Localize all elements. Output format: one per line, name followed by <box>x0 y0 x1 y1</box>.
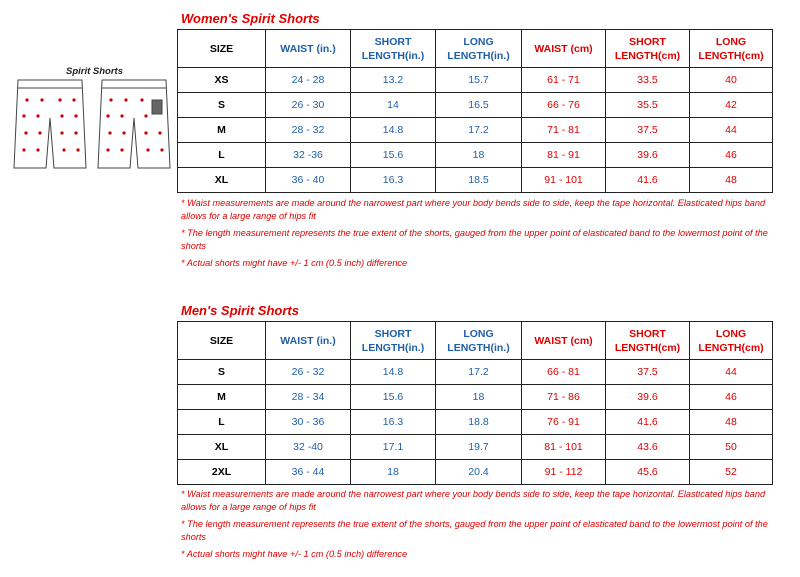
women-size-table <box>177 29 773 193</box>
short-cm-cell: 41.6 <box>606 410 690 435</box>
note-difference: * Actual shorts might have +/- 1 cm (0.5 inch) difference <box>181 549 408 559</box>
table-row <box>178 410 773 435</box>
note-length: * The length measurement represents the true extent of the shorts, gauged from the upper point of elasticated band to the lowermost point of the shorts <box>181 228 768 251</box>
long-in-cell: 18.8 <box>436 410 522 435</box>
waist-cm-cell: 91 - 112 <box>522 460 606 485</box>
header-size: SIZE <box>178 322 266 360</box>
size-cell: M <box>178 118 266 143</box>
waist-cm-cell: 61 - 71 <box>522 68 606 93</box>
short-in-cell: 17.1 <box>351 435 436 460</box>
size-cell: M <box>178 385 266 410</box>
short-cm-cell: 37.5 <box>606 360 690 385</box>
table-row <box>178 385 773 410</box>
men-notes <box>181 488 781 566</box>
short-cm-cell: 39.6 <box>606 385 690 410</box>
long-in-cell: 17.2 <box>436 360 522 385</box>
table-row <box>178 168 773 193</box>
size-cell: S <box>178 360 266 385</box>
size-cell: S <box>178 93 266 118</box>
waist-in-cell: 36 - 40 <box>266 168 351 193</box>
table-row <box>178 435 773 460</box>
header-waist-in: WAIST (in.) <box>266 322 351 360</box>
long-in-cell: 16.5 <box>436 93 522 118</box>
long-cm-cell: 50 <box>690 435 773 460</box>
short-in-cell: 14.8 <box>351 360 436 385</box>
short-in-cell: 18 <box>351 460 436 485</box>
waist-in-cell: 26 - 32 <box>266 360 351 385</box>
header-long-length-cm: LONG LENGTH(cm) <box>690 30 773 68</box>
header-long-length-in: LONG LENGTH(in.) <box>436 30 522 68</box>
table-header-row <box>178 30 773 68</box>
long-in-cell: 18 <box>436 385 522 410</box>
short-in-cell: 14.8 <box>351 118 436 143</box>
long-cm-cell: 52 <box>690 460 773 485</box>
size-cell: 2XL <box>178 460 266 485</box>
waist-cm-cell: 76 - 91 <box>522 410 606 435</box>
header-short-length-cm: SHORT LENGTH(cm) <box>606 30 690 68</box>
short-in-cell: 15.6 <box>351 143 436 168</box>
header-waist-in: WAIST (in.) <box>266 30 351 68</box>
header-size: SIZE <box>178 30 266 68</box>
short-cm-cell: 37.5 <box>606 118 690 143</box>
short-in-cell: 16.3 <box>351 168 436 193</box>
short-cm-cell: 33.5 <box>606 68 690 93</box>
waist-in-cell: 28 - 32 <box>266 118 351 143</box>
header-short-length-cm: SHORT LENGTH(cm) <box>606 322 690 360</box>
short-cm-cell: 41.6 <box>606 168 690 193</box>
table-row <box>178 460 773 485</box>
table-row <box>178 143 773 168</box>
header-long-length-in: LONG LENGTH(in.) <box>436 322 522 360</box>
men-title: Men's Spirit Shorts <box>181 303 299 318</box>
women-notes <box>181 197 781 275</box>
size-cell: XL <box>178 168 266 193</box>
long-cm-cell: 44 <box>690 360 773 385</box>
waist-in-cell: 26 - 30 <box>266 93 351 118</box>
long-cm-cell: 46 <box>690 385 773 410</box>
shorts-illustration-icon <box>12 78 172 190</box>
note-length: * The length measurement represents the true extent of the shorts, gauged from the upper point of elasticated band to the lowermost point of the shorts <box>181 519 768 542</box>
size-cell: L <box>178 410 266 435</box>
short-cm-cell: 45.6 <box>606 460 690 485</box>
short-cm-cell: 35.5 <box>606 93 690 118</box>
note-difference: * Actual shorts might have +/- 1 cm (0.5 inch) difference <box>181 258 408 268</box>
short-in-cell: 16.3 <box>351 410 436 435</box>
waist-in-cell: 36 - 44 <box>266 460 351 485</box>
waist-cm-cell: 81 - 91 <box>522 143 606 168</box>
header-waist-cm: WAIST (cm) <box>522 322 606 360</box>
size-cell: L <box>178 143 266 168</box>
table-row <box>178 118 773 143</box>
waist-cm-cell: 71 - 81 <box>522 118 606 143</box>
header-short-length-in: SHORT LENGTH(in.) <box>351 322 436 360</box>
size-cell: XL <box>178 435 266 460</box>
header-short-length-in: SHORT LENGTH(in.) <box>351 30 436 68</box>
size-cell: XS <box>178 68 266 93</box>
long-in-cell: 15.7 <box>436 68 522 93</box>
illustration-label: Spirit Shorts <box>66 66 124 77</box>
waist-cm-cell: 66 - 76 <box>522 93 606 118</box>
long-cm-cell: 48 <box>690 410 773 435</box>
long-cm-cell: 42 <box>690 93 773 118</box>
long-cm-cell: 46 <box>690 143 773 168</box>
waist-cm-cell: 71 - 86 <box>522 385 606 410</box>
long-cm-cell: 48 <box>690 168 773 193</box>
waist-in-cell: 28 - 34 <box>266 385 351 410</box>
table-row <box>178 360 773 385</box>
table-row <box>178 93 773 118</box>
short-in-cell: 13.2 <box>351 68 436 93</box>
short-cm-cell: 39.6 <box>606 143 690 168</box>
waist-in-cell: 30 - 36 <box>266 410 351 435</box>
long-in-cell: 18.5 <box>436 168 522 193</box>
long-in-cell: 18 <box>436 143 522 168</box>
long-in-cell: 17.2 <box>436 118 522 143</box>
long-cm-cell: 44 <box>690 118 773 143</box>
table-header-row <box>178 322 773 360</box>
waist-cm-cell: 81 - 101 <box>522 435 606 460</box>
men-size-table <box>177 321 773 485</box>
waist-in-cell: 24 - 28 <box>266 68 351 93</box>
note-waist: * Waist measurements are made around the narrowest part where your body bends side to side, keep the tape horizontal. Elasticated hips band allows for a large range of hips fit <box>181 198 766 221</box>
waist-cm-cell: 91 - 101 <box>522 168 606 193</box>
short-in-cell: 14 <box>351 93 436 118</box>
short-cm-cell: 43.6 <box>606 435 690 460</box>
women-title: Women's Spirit Shorts <box>181 11 320 26</box>
header-waist-cm: WAIST (cm) <box>522 30 606 68</box>
waist-cm-cell: 66 - 81 <box>522 360 606 385</box>
long-in-cell: 19.7 <box>436 435 522 460</box>
table-row <box>178 68 773 93</box>
short-in-cell: 15.6 <box>351 385 436 410</box>
long-in-cell: 20.4 <box>436 460 522 485</box>
waist-in-cell: 32 -36 <box>266 143 351 168</box>
note-waist: * Waist measurements are made around the narrowest part where your body bends side to side, keep the tape horizontal. Elasticated hips band allows for a large range of hips fit <box>181 489 766 512</box>
waist-in-cell: 32 -40 <box>266 435 351 460</box>
header-long-length-cm: LONG LENGTH(cm) <box>690 322 773 360</box>
long-cm-cell: 40 <box>690 68 773 93</box>
